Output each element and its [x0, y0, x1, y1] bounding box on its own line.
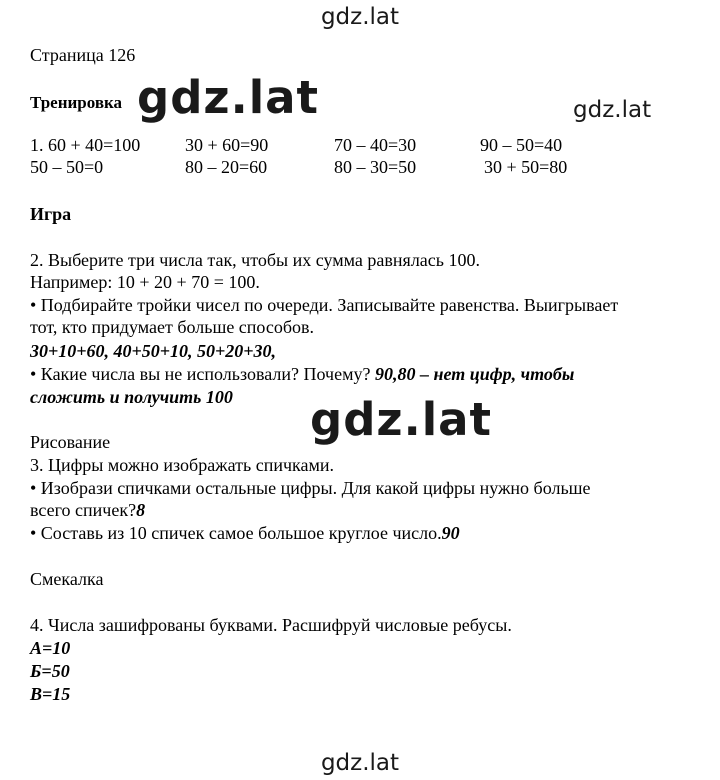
game-answer-2-cont: сложить и получить 100	[30, 387, 233, 407]
equation-cell: 1. 60 + 40=100	[30, 135, 141, 155]
page-label: Страница 126	[30, 45, 136, 65]
watermark-large-2: gdz.lat	[310, 393, 493, 446]
game-example: Например: 10 + 20 + 70 = 100.	[30, 272, 260, 292]
equation-cell: 50 – 50=0	[30, 157, 104, 177]
wit-task: 4. Числа зашифрованы буквами. Расшифруй числовые ребусы.	[30, 615, 512, 635]
wit-answer: А=10	[30, 638, 71, 658]
heading-game: Игра	[30, 204, 72, 224]
equation-cell: 30 + 50=80	[484, 157, 568, 177]
drawing-bullet-1-line-2	[30, 499, 145, 521]
heading-drawing: Рисование	[30, 432, 111, 452]
drawing-bullet-2	[30, 522, 460, 544]
heading-training: Тренировка	[30, 93, 123, 112]
heading-wit: Смекалка	[30, 569, 104, 589]
watermark-top: gdz.lat	[320, 4, 400, 30]
drawing-bullet-2-text: • Составь из 10 спичек самое большое круглое число.	[30, 523, 442, 543]
drawing-bullet-1-line-1: • Изобрази спичками остальные цифры. Для какой цифры нужно больше	[30, 478, 591, 498]
game-answer-1: 30+10+60, 40+50+10, 50+20+30,	[30, 341, 277, 361]
wit-answer: Б=50	[30, 661, 70, 681]
watermark-large-1: gdz.lat	[137, 71, 320, 124]
equation-cell: 90 – 50=40	[480, 135, 563, 155]
equation-cell: 30 + 60=90	[185, 135, 269, 155]
game-bullet-1-line-1: • Подбирайте тройки чисел по очереди. Записывайте равенства. Выигрывает	[30, 295, 619, 315]
equation-cell: 70 – 40=30	[334, 135, 417, 155]
drawing-answer-1: 8	[136, 500, 146, 520]
game-bullet-2-text: • Какие числа вы не использовали? Почему?	[30, 364, 375, 384]
watermark-bottom: gdz.lat	[320, 750, 400, 776]
game-answer-2: 90,80 – нет цифр, чтобы	[374, 364, 575, 384]
wit-answer: В=15	[30, 684, 71, 704]
watermark-right: gdz.lat	[573, 97, 652, 123]
game-bullet-2	[30, 363, 574, 385]
drawing-bullet-1-text: всего спичек?	[30, 500, 137, 520]
equation-cell: 80 – 30=50	[334, 157, 417, 177]
drawing-answer-2: 90	[441, 523, 460, 543]
equation-cell: 80 – 20=60	[185, 157, 268, 177]
drawing-task: 3. Цифры можно изображать спичками.	[30, 455, 335, 475]
game-bullet-1-line-2: тот, кто придумает больше способов.	[30, 317, 315, 337]
game-task: 2. Выберите три числа так, чтобы их сумма равнялась 100.	[30, 250, 480, 270]
